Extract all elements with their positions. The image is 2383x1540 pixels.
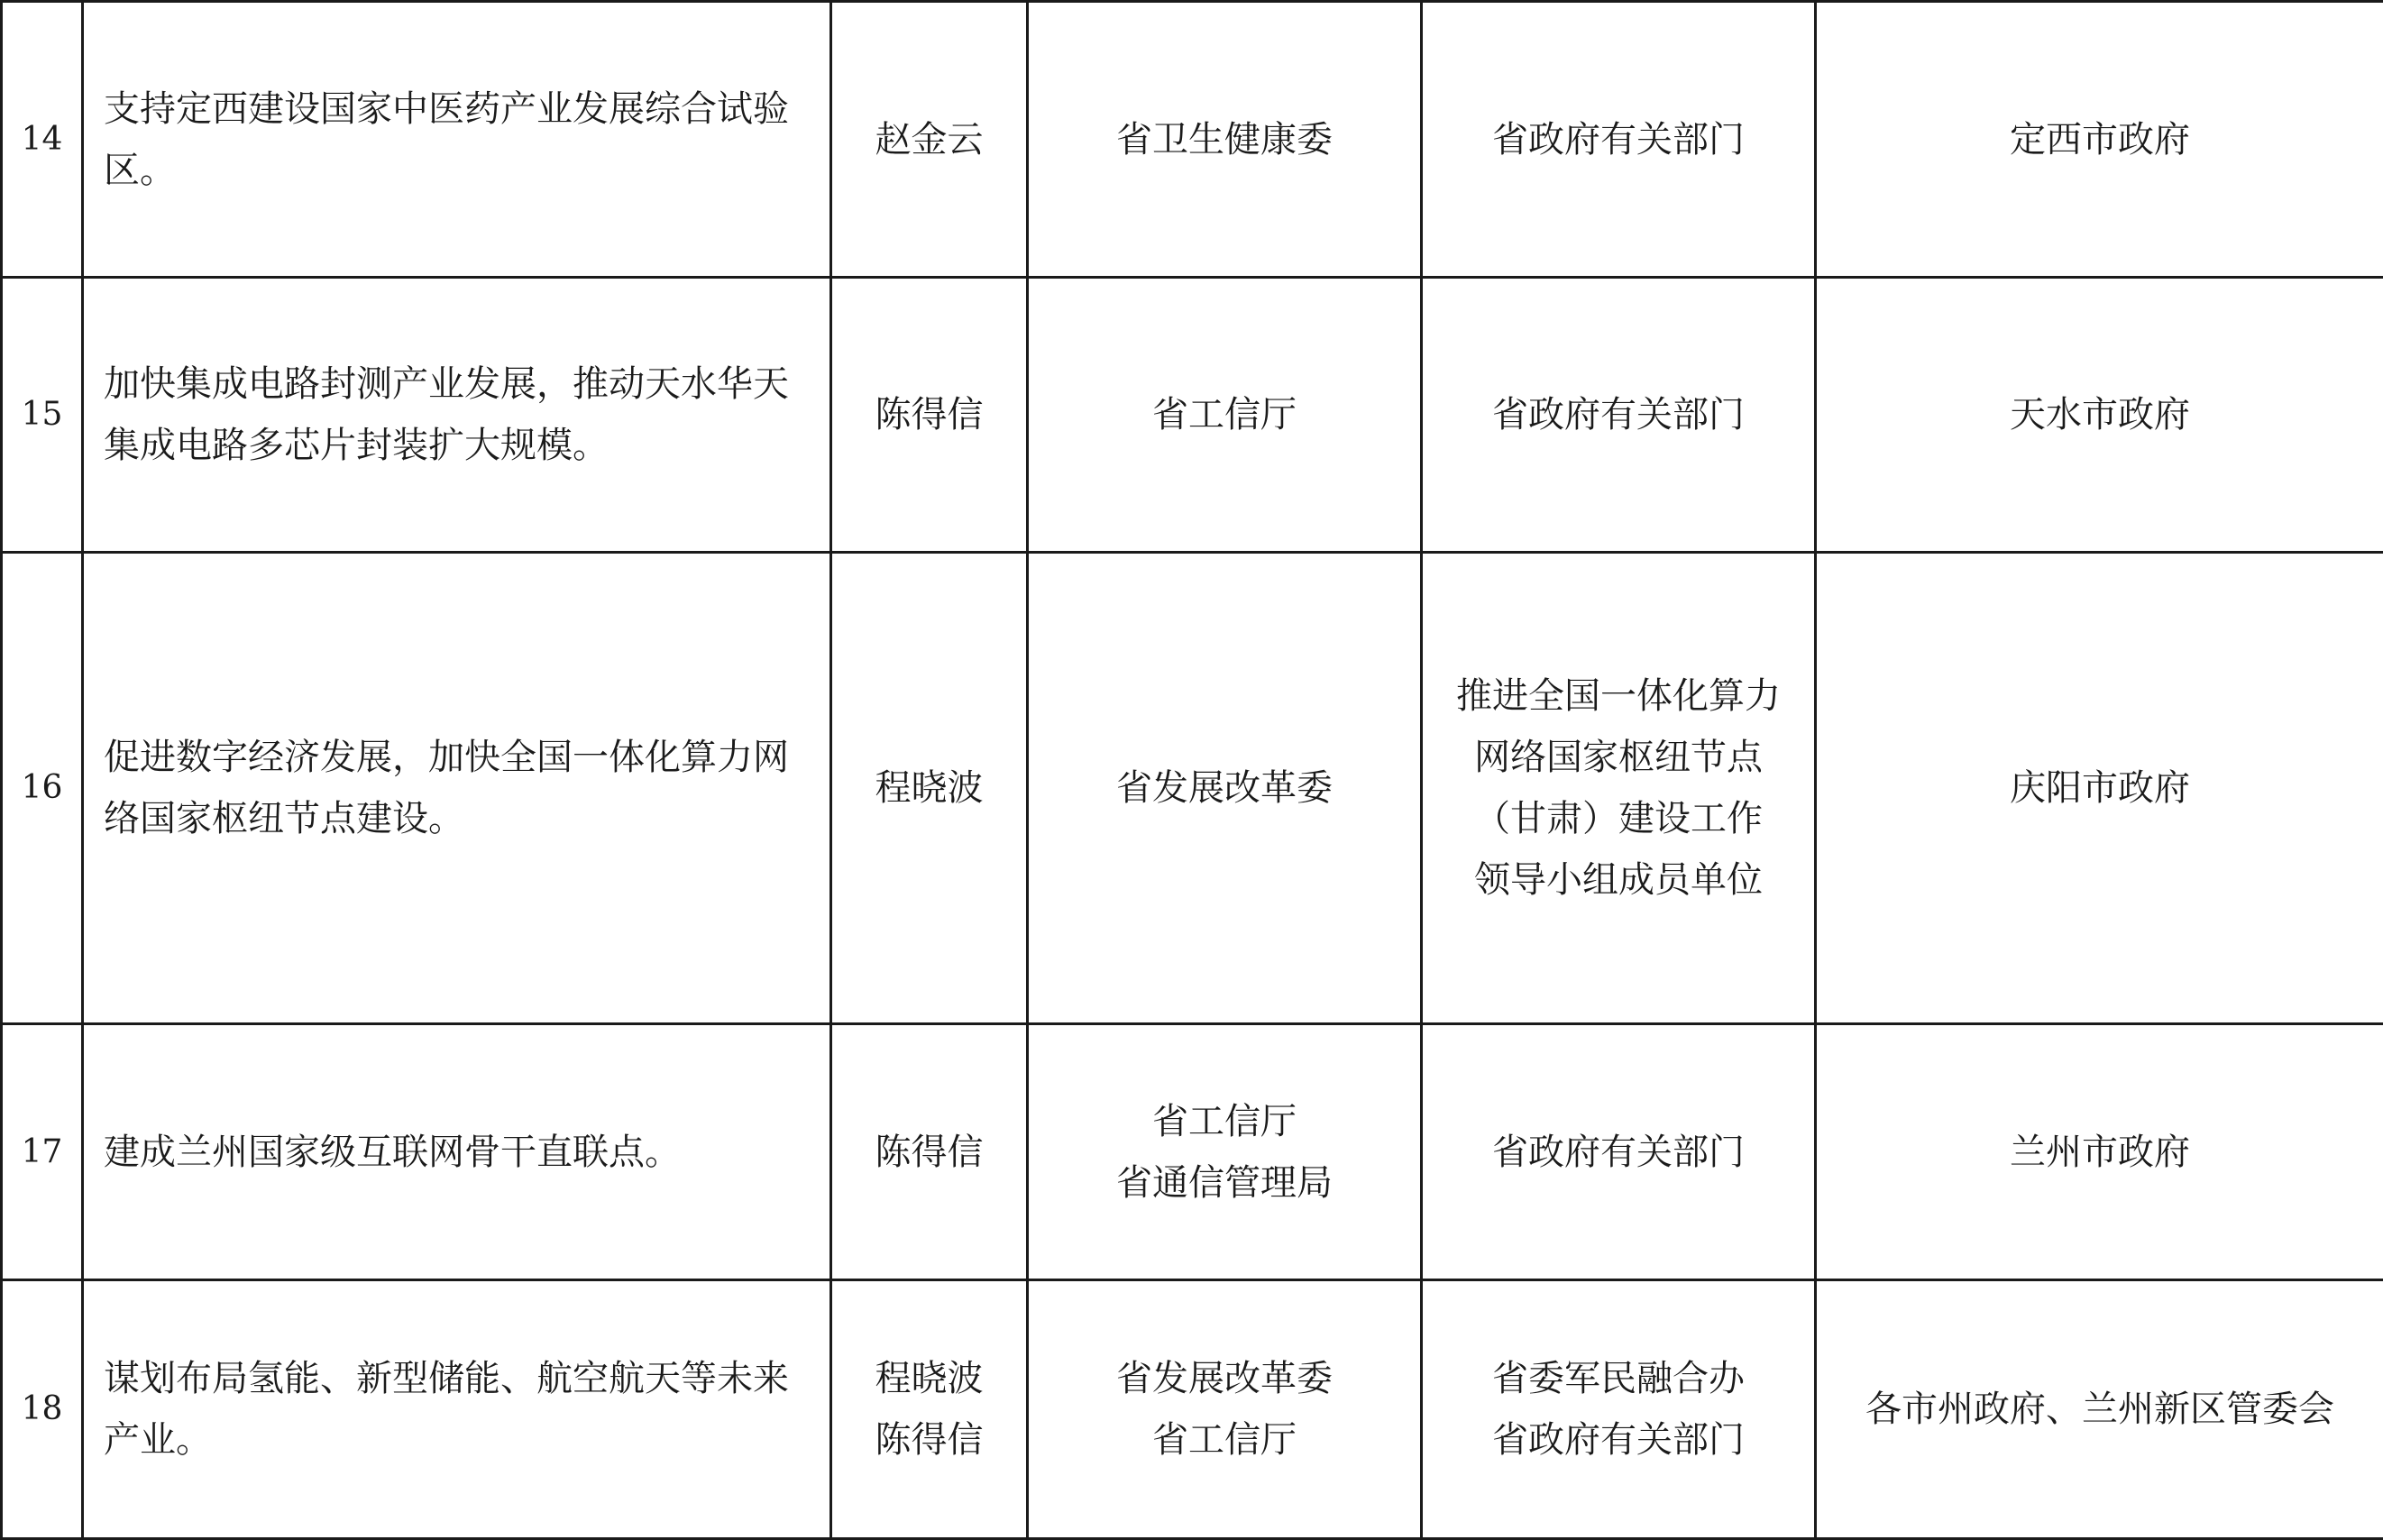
cooperating-department-name: 省委军民融合办: [1435, 1348, 1801, 1409]
table-row: [2, 553, 2383, 1024]
table-row: [2, 278, 2383, 553]
local-government: [1816, 553, 2383, 1024]
cooperating-department: [1422, 553, 1816, 1024]
task-description: 谋划布局氢能、新型储能、航空航天等未来产业。: [83, 1280, 831, 1539]
leader-name: 陈得信: [845, 384, 1013, 445]
cooperating-department-line: 领导小组成员单位: [1435, 849, 1801, 911]
row-number: 14: [2, 2, 83, 278]
cooperating-department-name: 省政府有关部门: [1435, 384, 1801, 445]
cooperating-department-name: 省政府有关部门: [1435, 109, 1801, 170]
row-number: 17: [2, 1024, 83, 1280]
responsible-leader: [831, 553, 1028, 1024]
leader-name: 程晓波: [845, 1348, 1013, 1409]
local-government-name: 庆阳市政府: [1829, 757, 2370, 819]
responsible-leader: [831, 1024, 1028, 1280]
cooperating-department-line: 网络国家枢纽节点: [1435, 727, 1801, 788]
leader-name: 陈得信: [845, 1409, 1013, 1471]
cooperating-department-name: 省政府有关部门: [1435, 1409, 1801, 1471]
table-row: [2, 1024, 2383, 1280]
cooperating-department-line: 推进全国一体化算力: [1435, 665, 1801, 727]
local-government: [1816, 1024, 2383, 1280]
responsible-leader: [831, 2, 1028, 278]
cooperating-department-name: 省政府有关部门: [1435, 1122, 1801, 1183]
cooperating-department: [1422, 1024, 1816, 1280]
lead-department-name: 省工信厅: [1041, 1409, 1407, 1471]
local-government-name: 定西市政府: [1829, 109, 2370, 170]
local-government-name: 兰州市政府: [1829, 1122, 2370, 1183]
lead-department-name: 省工信厅: [1041, 1091, 1407, 1152]
row-number: 15: [2, 278, 83, 553]
lead-department-name: 省发展改革委: [1041, 757, 1407, 819]
lead-department-name: 省卫生健康委: [1041, 109, 1407, 170]
task-description: 支持定西建设国家中医药产业发展综合试验区。: [83, 2, 831, 278]
task-description: 加快集成电路封测产业发展，推动天水华天集成电路多芯片封装扩大规模。: [83, 278, 831, 553]
responsible-leader: [831, 278, 1028, 553]
lead-department-name: 省发展改革委: [1041, 1348, 1407, 1409]
task-description: 建成兰州国家级互联网骨干直联点。: [83, 1024, 831, 1280]
leader-name: 陈得信: [845, 1122, 1013, 1183]
table-row: [2, 2, 2383, 278]
cooperating-department: [1422, 278, 1816, 553]
cooperating-department-line: （甘肃）建设工作: [1435, 788, 1801, 849]
leader-name: 赵金云: [845, 109, 1013, 170]
cooperating-department: [1422, 2, 1816, 278]
table-row: [2, 1280, 2383, 1539]
lead-department: [1028, 1024, 1422, 1280]
task-description: 促进数字经济发展，加快全国一体化算力网络国家枢纽节点建设。: [83, 553, 831, 1024]
local-government: [1816, 2, 2383, 278]
lead-department-name: 省工信厅: [1041, 384, 1407, 445]
local-government: [1816, 278, 2383, 553]
lead-department-name: 省通信管理局: [1041, 1152, 1407, 1214]
lead-department: [1028, 1280, 1422, 1539]
leader-name: 程晓波: [845, 757, 1013, 819]
lead-department: [1028, 278, 1422, 553]
cooperating-department: [1422, 1280, 1816, 1539]
local-government-name: 各市州政府、兰州新区管委会: [1829, 1379, 2370, 1440]
lead-department: [1028, 553, 1422, 1024]
responsible-leader: [831, 1280, 1028, 1539]
lead-department: [1028, 2, 1422, 278]
row-number: 18: [2, 1280, 83, 1539]
local-government: [1816, 1280, 2383, 1539]
row-number: 16: [2, 553, 83, 1024]
local-government-name: 天水市政府: [1829, 384, 2370, 445]
